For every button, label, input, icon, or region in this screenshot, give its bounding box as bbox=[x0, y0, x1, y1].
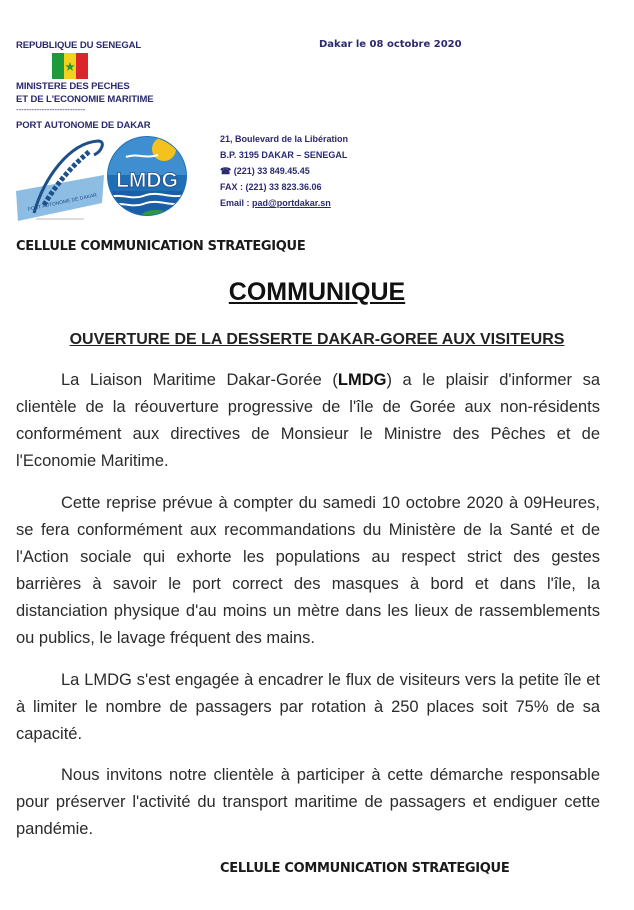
email-link[interactable]: pad@portdakar.sn bbox=[252, 198, 331, 208]
address-block bbox=[220, 131, 348, 211]
document-date: Dakar le 08 octobre 2020 bbox=[319, 39, 462, 50]
senegal-flag-icon bbox=[52, 53, 88, 79]
republic-label: REPUBLIQUE DU SENEGAL bbox=[16, 40, 142, 51]
svg-text:PORT AUTONOME DE DAKAR: PORT AUTONOME DE DAKAR bbox=[27, 192, 98, 213]
paragraph-2: Cette reprise prévue à compter du samedi 10 octobre 2020 à 09Heures, se fera conformément aux recommandations du Ministère de la Santé et de l'Action sociale qui exhorte les populations au respect strict des gestes barrières à savoir le port correct des masques à bord et dans l'île, la distanciation physique d'au moins un mètre dans les lieux de rassemblements ou publics, le lavage fréquent des mains. bbox=[16, 494, 600, 647]
phone-number: (221) 33 849.45.45 bbox=[233, 166, 310, 176]
page-title: COMMUNIQUE bbox=[228, 278, 406, 306]
svg-text:LMDG: LMDG bbox=[116, 169, 178, 192]
communique-subtitle: OUVERTURE DE LA DESSERTE DAKAR-GOREE AUX VISITEURS bbox=[69, 331, 565, 348]
port-autonome-logo bbox=[14, 133, 106, 223]
signature: CELLULE COMMUNICATION STRATEGIQUE bbox=[220, 861, 510, 876]
phone-line bbox=[220, 163, 348, 179]
ministry-line-1: MINISTERE DES PECHES bbox=[16, 81, 130, 92]
department-heading: CELLULE COMMUNICATION STRATEGIQUE bbox=[16, 239, 306, 254]
separator: --------------------------- bbox=[16, 105, 86, 114]
paragraph-1: La Liaison Maritime Dakar-Gorée (LMDG) a le plaisir d'informer sa clientèle de la réouverture progressive de l'île de Gorée aux non-résidents conformément aux directives de Monsieur le Ministre des Pêches et de l'Economie Maritime. bbox=[16, 371, 601, 470]
phone-icon: ☎ bbox=[220, 166, 232, 176]
address-line-2: B.P. 3195 DAKAR – SENEGAL bbox=[220, 150, 348, 160]
lmdg-logo bbox=[106, 135, 188, 217]
lmdg-bold: LMDG bbox=[337, 371, 387, 389]
port-label: PORT AUTONOME DE DAKAR bbox=[16, 120, 151, 131]
email-line bbox=[220, 195, 348, 211]
address-line-1: 21, Boulevard de la Libération bbox=[220, 134, 349, 144]
paragraph-4: Nous invitons notre clientèle à participer à cette démarche responsable pour préserver l'activité du transport maritime de passagers et endiguer cette pandémie. bbox=[16, 766, 600, 838]
fax-line: FAX : (221) 33 823.36.06 bbox=[220, 182, 322, 192]
paragraph-3: La LMDG s'est engagée à encadrer le flux de visiteurs vers la petite île et à limiter le nombre de passagers par rotation à 250 places soit 75% de sa capacité. bbox=[16, 671, 600, 743]
email-label: Email : bbox=[220, 198, 253, 208]
ministry-line-2: ET DE L'ECONOMIE MARITIME bbox=[16, 94, 154, 105]
